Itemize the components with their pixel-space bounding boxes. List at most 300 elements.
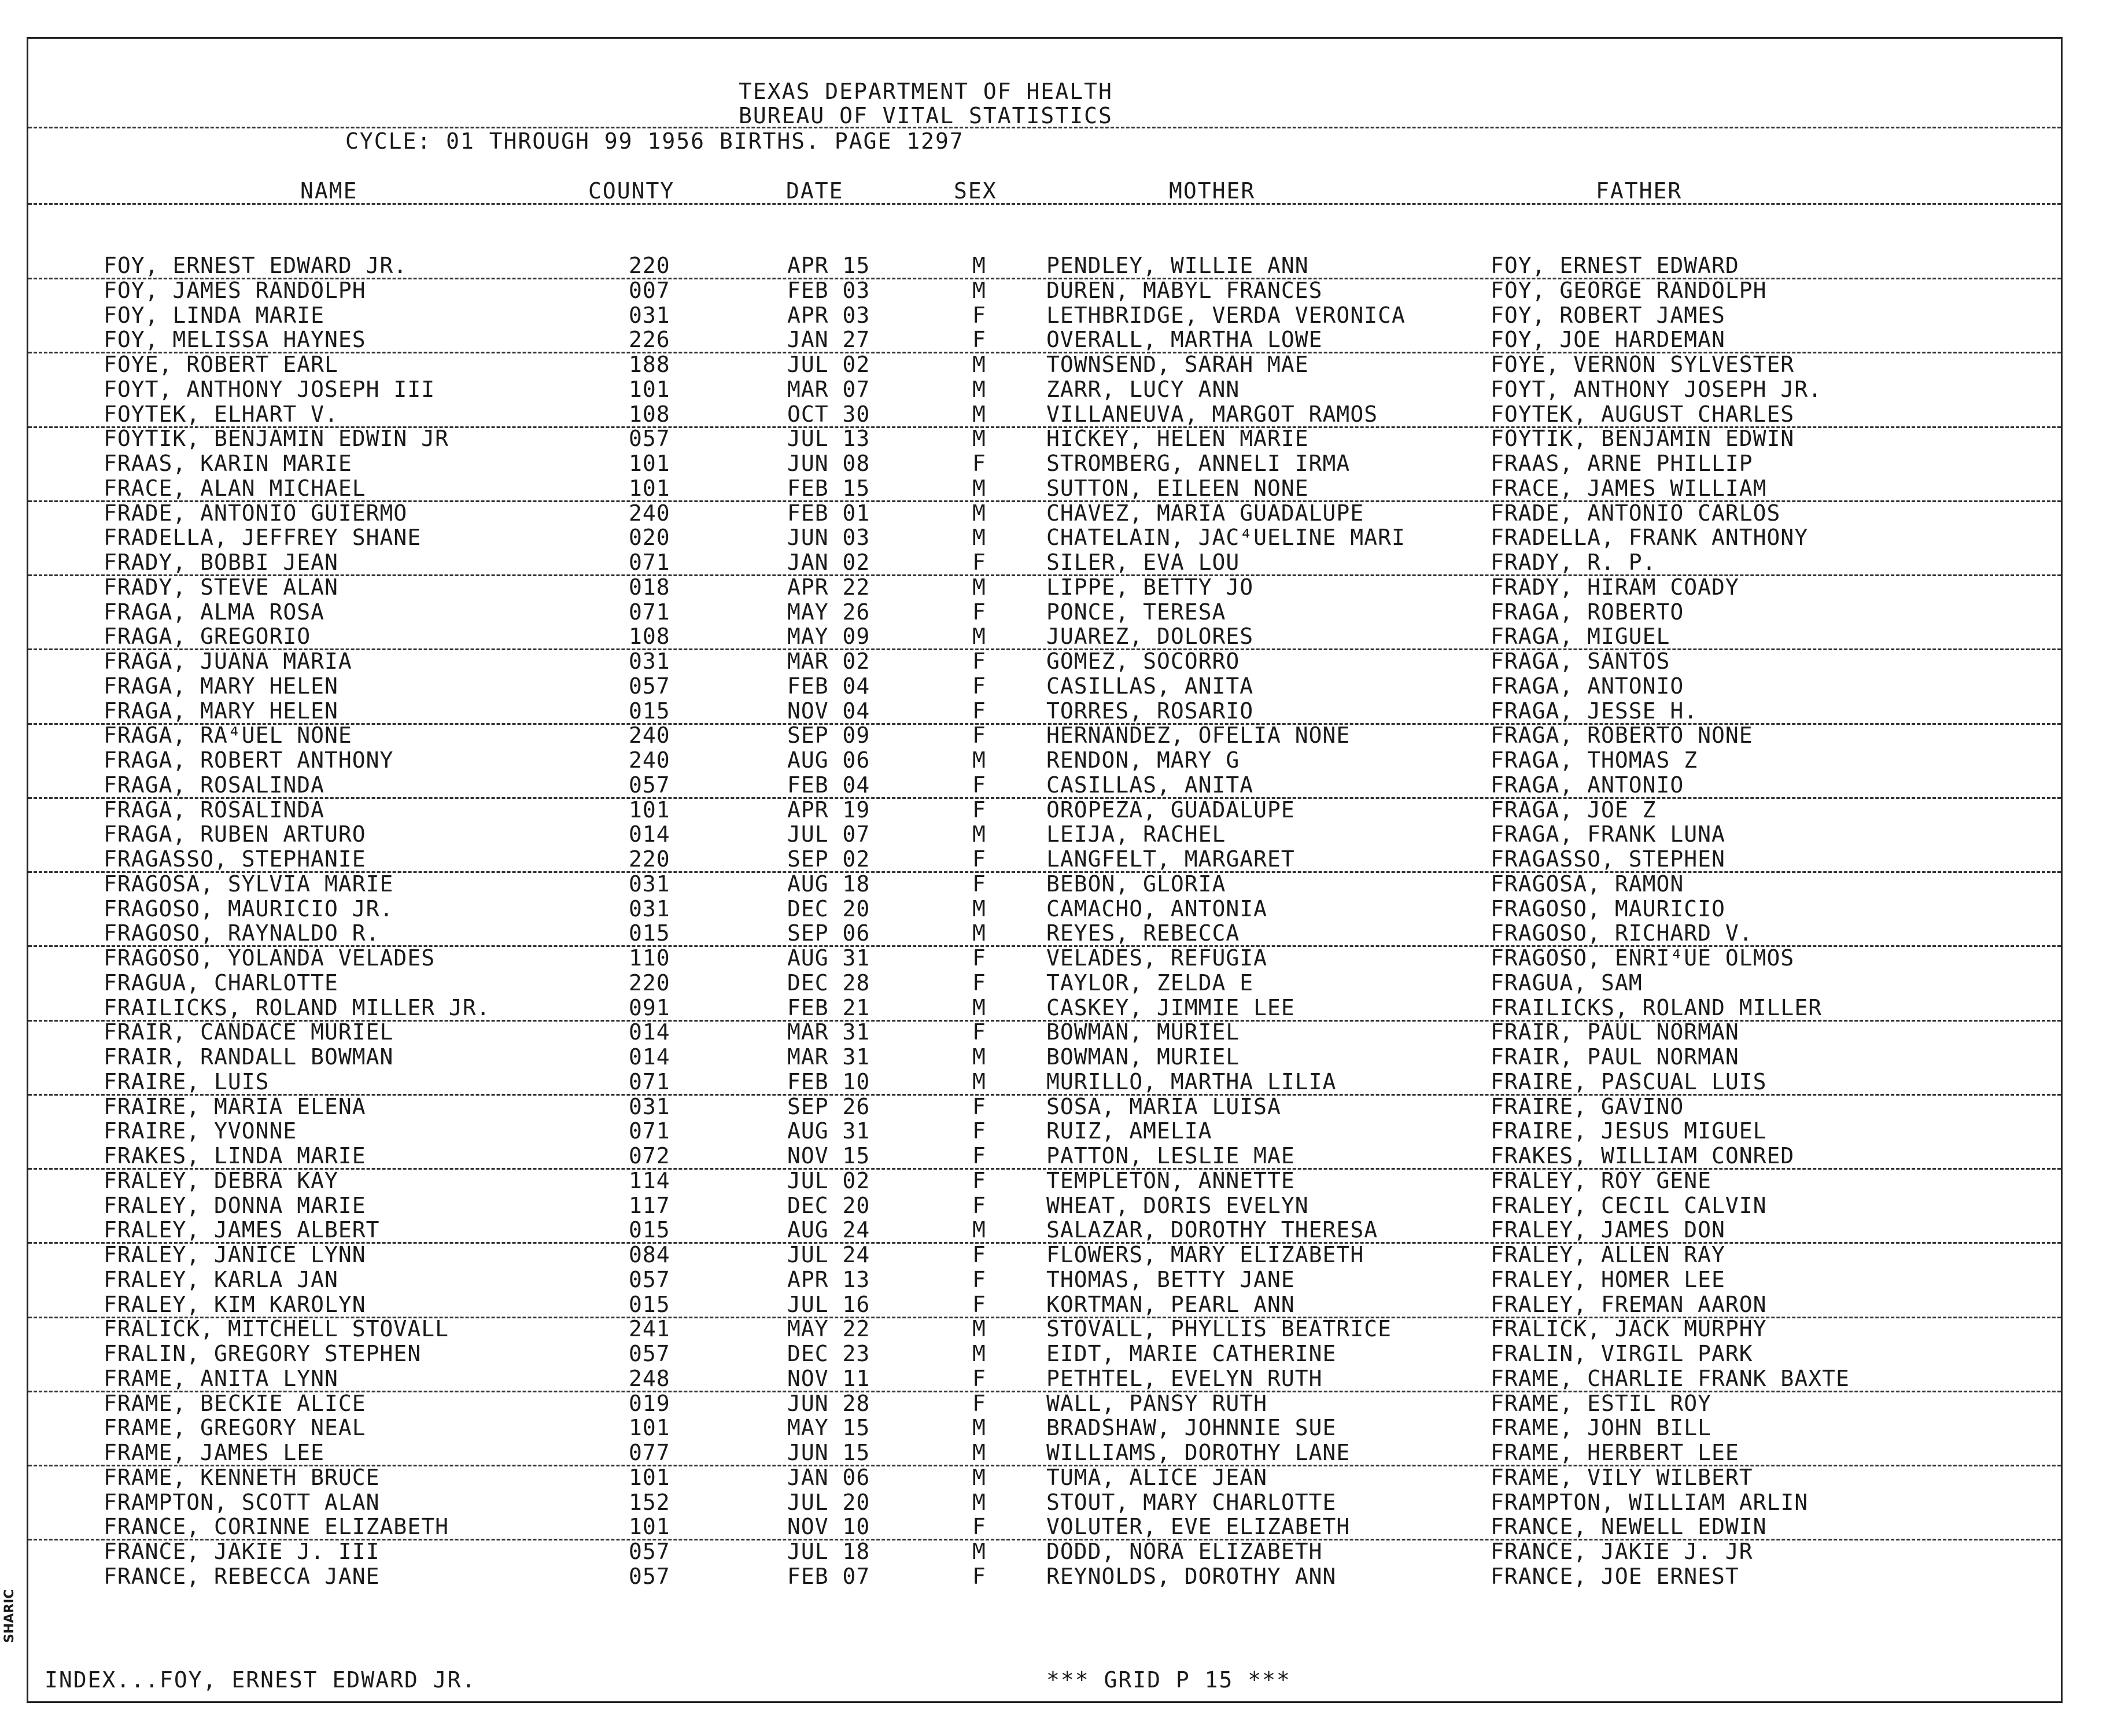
cell-mother: TOWNSEND, SARAH MAE [1046,352,1309,377]
cell-county: 077 [629,1440,670,1465]
cell-date: JUL 07 [787,821,870,847]
cell-mother: DODD, NORA ELIZABETH [1046,1539,1323,1564]
table-row [28,426,2061,451]
cell-mother: THOMAS, BETTY JANE [1046,1266,1295,1292]
cell-county: 101 [629,1464,670,1490]
table-row [28,871,2061,896]
cell-mother: PONCE, TERESA [1046,599,1226,625]
table-row [28,1019,2061,1044]
table-row [28,500,2061,525]
table-row [28,846,2061,873]
cell-county: 031 [629,871,670,897]
table-row [28,648,2061,673]
cell-date: NOV 04 [787,698,870,724]
cell-mother: JUAREZ, DOLORES [1046,624,1254,650]
table-row [28,1514,2061,1540]
cell-mother: REYES, REBECCA [1046,920,1240,946]
cell-date: DEC 23 [787,1341,870,1366]
cell-county: 240 [629,747,670,773]
cell-mother: HERNANDEZ, OFELIA NONE [1046,723,1351,749]
table-row [28,550,2061,576]
cell-sex: M [972,920,986,946]
cell-county: 018 [629,574,670,600]
cell-name: FRAGA, ROBERT ANTHONY [104,747,394,773]
index-footer: INDEX...FOY, ERNEST EDWARD JR. [45,1667,477,1693]
cell-date: MAY 26 [787,599,870,625]
table-row [28,1044,2061,1069]
cell-sex: F [972,1365,986,1391]
cell-sex: F [972,797,986,823]
cell-name: FRALIN, GREGORY STEPHEN [104,1341,422,1366]
cell-name: FRAGOSO, MAURICIO JR. [104,895,394,922]
table-row [28,1366,2061,1392]
cell-sex: M [972,895,986,922]
table-row [28,1193,2061,1218]
cell-name: FRAGOSO, YOLANDA VELADES [104,945,436,971]
cell-sex: M [972,1464,986,1490]
cell-county: 240 [629,723,670,749]
cell-mother: CAMACHO, ANTONIA [1046,895,1268,922]
cell-name: FOYE, ROBERT EARL [104,352,338,377]
cell-date: JUL 18 [787,1539,870,1564]
cell-date: FEB 04 [787,673,870,699]
table-row [28,1217,2061,1244]
cell-name: FRANCE, CORINNE ELIZABETH [104,1514,449,1540]
cell-sex: M [972,1044,986,1070]
cell-date: JAN 27 [787,327,870,353]
cell-mother: CASILLAS, ANITA [1046,673,1254,699]
cell-county: 071 [629,599,670,625]
cell-date: OCT 30 [787,401,870,427]
cell-date: APR 22 [787,574,870,600]
cell-date: AUG 18 [787,871,870,897]
table-row [28,476,2061,502]
cell-sex: M [972,277,986,303]
cell-sex: M [972,1440,986,1465]
cell-mother: WILLIAMS, DOROTHY LANE [1046,1440,1351,1465]
cell-sex: F [972,723,986,749]
cell-date: APR 19 [787,797,870,823]
cell-name: FRAIRE, MARIA ELENA [104,1093,366,1119]
cell-date: JUL 13 [787,426,870,452]
cell-county: 031 [629,895,670,922]
table-row [28,599,2061,624]
cell-sex: M [972,253,986,278]
cell-name: FRAME, ANITA LYNN [104,1365,338,1391]
cell-date: FEB 03 [787,277,870,303]
table-row [28,451,2061,476]
cell-sex: M [972,401,986,427]
cell-father: FRAGOSA, RAMON [1491,871,1684,897]
cell-sex: M [972,352,986,377]
table-row [28,945,2061,970]
cell-county: 101 [629,475,670,501]
table-row [28,278,2061,303]
cell-sex: F [972,327,986,353]
cell-father: FRAME, VILY WILBERT [1491,1464,1753,1490]
bureau-title: BUREAU OF VITAL STATISTICS [739,103,1113,128]
grid-footer: *** GRID P 15 *** [1046,1667,1291,1693]
cell-mother: TAYLOR, ZELDA E [1046,970,1254,996]
cell-father: FRADELLA, FRANK ANTHONY [1491,525,1809,551]
cell-mother: RUIZ, AMELIA [1046,1118,1212,1144]
cell-father: FOY, GEORGE RANDOLPH [1491,277,1767,303]
cell-county: 071 [629,1068,670,1094]
cell-date: NOV 11 [787,1365,870,1391]
cell-father: FRAGUA, SAM [1491,970,1643,996]
cell-date: JAN 02 [787,550,870,575]
cell-father: FRAILICKS, ROLAND MILLER [1491,994,1823,1020]
cell-father: FRACE, JAMES WILLIAM [1491,475,1767,501]
cell-name: FRALEY, KIM KAROLYN [104,1291,366,1317]
cell-sex: F [972,1143,986,1169]
cell-county: 057 [629,1341,670,1366]
cell-county: 057 [629,1266,670,1292]
cell-mother: LEIJA, RACHEL [1046,821,1226,847]
cell-sex: F [972,673,986,699]
cell-name: FOY, MELISSA HAYNES [104,327,366,353]
table-row [28,525,2061,550]
table-row [28,327,2061,353]
cell-date: NOV 15 [787,1143,870,1169]
cell-mother: RENDON, MARY G [1046,747,1240,773]
cell-father: FRALEY, CECIL CALVIN [1491,1192,1767,1218]
cell-sex: M [972,475,986,501]
cell-date: MAY 15 [787,1415,870,1441]
cell-father: FRAME, ESTIL ROY [1491,1390,1712,1416]
cell-county: 241 [629,1316,670,1342]
cell-father: FRAGOSO, MAURICIO [1491,895,1725,922]
table-row [28,377,2061,401]
cell-county: 091 [629,994,670,1020]
cell-date: MAY 09 [787,624,870,650]
table-row [28,1440,2061,1466]
table-row [28,797,2061,822]
table-row [28,723,2061,747]
cell-sex: M [972,426,986,452]
cell-name: FRAKES, LINDA MARIE [104,1143,366,1169]
cell-mother: FLOWERS, MARY ELIZABETH [1046,1242,1364,1267]
table-row [28,1242,2061,1267]
cell-sex: M [972,747,986,773]
cell-county: 072 [629,1143,670,1169]
cell-date: SEP 02 [787,846,870,872]
cell-name: FRAGA, ROSALINDA [104,772,325,798]
cell-date: FEB 15 [787,475,870,501]
cell-mother: PETHTEL, EVELYN RUTH [1046,1365,1323,1391]
cell-mother: TORRES, ROSARIO [1046,698,1254,724]
cell-county: 031 [629,1093,670,1119]
cell-date: JAN 06 [787,1464,870,1490]
cell-date: NOV 10 [787,1514,870,1540]
cell-mother: SALAZAR, DOROTHY THERESA [1046,1217,1378,1243]
cell-date: FEB 10 [787,1068,870,1094]
table-row [28,821,2061,846]
cell-county: 015 [629,1291,670,1317]
cell-sex: F [972,1118,986,1144]
table-row [28,1415,2061,1440]
cell-county: 226 [629,327,670,353]
column-header-father: FATHER [1596,178,1683,204]
table-row [28,1143,2061,1170]
cell-name: FRALEY, DEBRA KAY [104,1167,338,1193]
cell-county: 220 [629,253,670,278]
cell-name: FRAGA, GREGORIO [104,624,311,650]
cell-county: 240 [629,500,670,526]
table-row [28,698,2061,725]
cell-mother: WHEAT, DORIS EVELYN [1046,1192,1309,1218]
cell-sex: F [972,871,986,897]
cell-father: FOYTEK, AUGUST CHARLES [1491,401,1795,427]
cell-mother: LANGFELT, MARGARET [1046,846,1295,872]
cell-name: FRANCE, REBECCA JANE [104,1563,380,1589]
cell-name: FRAILICKS, ROLAND MILLER JR. [104,994,490,1020]
cell-county: 014 [629,1044,670,1070]
cell-father: FRAGA, THOMAS Z [1491,747,1698,773]
table-row [28,303,2061,327]
cell-sex: F [972,1266,986,1292]
column-header-name: NAME [300,178,358,204]
cell-mother: VELADES, REFUGIA [1046,945,1268,971]
cell-sex: F [972,1390,986,1416]
table-row [28,401,2061,428]
table-row [28,1118,2061,1143]
cell-county: 248 [629,1365,670,1391]
cell-county: 057 [629,673,670,699]
table-row [28,1539,2061,1564]
cell-name: FRADELLA, JEFFREY SHANE [104,525,422,551]
cell-name: FOYTEK, ELHART V. [104,401,338,427]
table-row [28,772,2061,799]
cell-date: APR 13 [787,1266,870,1292]
cell-father: FRAGOSO, RICHARD V. [1491,920,1753,946]
cell-sex: F [972,1563,986,1589]
cell-county: 020 [629,525,670,551]
cell-date: FEB 04 [787,772,870,798]
cell-county: 108 [629,401,670,427]
cell-name: FRAGA, JUANA MARIA [104,648,352,674]
cell-sex: F [972,1192,986,1218]
cell-sex: F [972,1242,986,1267]
cell-county: 101 [629,1514,670,1540]
cell-county: 152 [629,1489,670,1515]
cell-sex: F [972,846,986,872]
cell-sex: F [972,1514,986,1540]
cell-father: FRAGOSO, ENRI⁴UE OLMOS [1491,945,1795,971]
cell-mother: WALL, PANSY RUTH [1046,1390,1268,1416]
cell-date: SEP 26 [787,1093,870,1119]
cell-name: FRALEY, KARLA JAN [104,1266,338,1292]
cell-sex: F [972,451,986,476]
cell-father: FOY, ERNEST EDWARD [1491,253,1739,278]
cell-sex: M [972,1415,986,1441]
cell-mother: CASILLAS, ANITA [1046,772,1254,798]
cell-date: JUL 24 [787,1242,870,1267]
table-row [28,574,2061,599]
cell-father: FRAGA, ANTONIO [1491,673,1684,699]
cell-date: FEB 01 [787,500,870,526]
cell-name: FRADY, STEVE ALAN [104,574,338,600]
cell-name: FOYTIK, BENJAMIN EDWIN JR [104,426,449,452]
table-row [28,920,2061,947]
cell-county: 117 [629,1192,670,1218]
cell-father: FRANCE, JAKIE J. JR [1491,1539,1753,1564]
cell-name: FRAMPTON, SCOTT ALAN [104,1489,380,1515]
cell-date: MAY 22 [787,1316,870,1342]
table-row [28,1341,2061,1366]
cell-mother: PENDLEY, WILLIE ANN [1046,253,1309,278]
cell-father: FRALEY, HOMER LEE [1491,1266,1725,1292]
cell-county: 101 [629,451,670,476]
cell-county: 071 [629,1118,670,1144]
table-row [28,747,2061,772]
table-row [28,970,2061,995]
table-row [28,1292,2061,1318]
cell-father: FRALEY, ROY GENE [1491,1167,1712,1193]
cell-name: FRAIRE, LUIS [104,1068,270,1094]
cell-date: FEB 07 [787,1563,870,1589]
cell-sex: F [972,550,986,575]
column-header-sex: SEX [954,178,997,204]
cell-county: 014 [629,1019,670,1045]
cell-date: JUN 03 [787,525,870,551]
cell-mother: GOMEZ, SOCORRO [1046,648,1240,674]
cell-father: FRAIR, PAUL NORMAN [1491,1019,1739,1045]
column-header-date: DATE [786,178,844,204]
cell-mother: REYNOLDS, DOROTHY ANN [1046,1563,1337,1589]
column-header-mother: MOTHER [1169,178,1256,204]
cell-date: APR 15 [787,253,870,278]
cell-father: FRALEY, FREMAN AARON [1491,1291,1767,1317]
cell-county: 220 [629,970,670,996]
cell-mother: EIDT, MARIE CATHERINE [1046,1341,1337,1366]
cell-name: FOY, ERNEST EDWARD JR. [104,253,408,278]
cell-sex: M [972,1068,986,1094]
table-row [28,896,2061,921]
cell-sex: F [972,599,986,625]
cell-county: 057 [629,426,670,452]
cell-mother: STOUT, MARY CHARLOTTE [1046,1489,1337,1515]
cell-date: JUN 15 [787,1440,870,1465]
cell-father: FOYTIK, BENJAMIN EDWIN [1491,426,1795,452]
cell-name: FRAGOSA, SYLVIA MARIE [104,871,394,897]
cell-sex: F [972,1291,986,1317]
cell-father: FRALEY, JAMES DON [1491,1217,1725,1243]
cell-date: MAR 07 [787,376,870,402]
cell-father: FRAAS, ARNE PHILLIP [1491,451,1753,476]
cell-county: 108 [629,624,670,650]
cell-sex: M [972,624,986,650]
cell-sex: F [972,1093,986,1119]
cell-mother: OROPEZA, GUADALUPE [1046,797,1295,823]
cell-mother: SOSA, MARIA LUISA [1046,1093,1281,1119]
cell-name: FRAGUA, CHARLOTTE [104,970,338,996]
table-row [28,1564,2061,1588]
cell-name: FOYT, ANTHONY JOSEPH III [104,376,436,402]
cell-sex: M [972,994,986,1020]
table-row [28,352,2061,377]
cell-name: FRALICK, MITCHELL STOVALL [104,1316,449,1342]
cell-date: AUG 31 [787,945,870,971]
cell-county: 031 [629,648,670,674]
cell-name: FRAGA, RA⁴UEL NONE [104,723,352,749]
cell-county: 114 [629,1167,670,1193]
cell-father: FOY, ROBERT JAMES [1491,302,1725,328]
cell-date: JUL 20 [787,1489,870,1515]
cell-mother: STROMBERG, ANNELI IRMA [1046,451,1351,476]
cell-date: MAR 02 [787,648,870,674]
cell-name: FRAGA, ROSALINDA [104,797,325,823]
cell-name: FRAIR, CANDACE MURIEL [104,1019,394,1045]
cell-county: 057 [629,1563,670,1589]
cell-sex: F [972,970,986,996]
cell-father: FRAGA, FRANK LUNA [1491,821,1725,847]
cell-date: AUG 06 [787,747,870,773]
cell-county: 015 [629,920,670,946]
cell-father: FOY, JOE HARDEMAN [1491,327,1725,353]
cell-name: FRAGASSO, STEPHANIE [104,846,366,872]
cell-sex: M [972,376,986,402]
cell-county: 014 [629,821,670,847]
cell-date: SEP 06 [787,920,870,946]
cell-mother: SILER, EVA LOU [1046,550,1240,575]
cell-county: 019 [629,1390,670,1416]
table-row [28,995,2061,1022]
cell-name: FOY, LINDA MARIE [104,302,325,328]
cell-mother: OVERALL, MARTHA LOWE [1046,327,1323,353]
cell-name: FRAIRE, YVONNE [104,1118,297,1144]
cell-date: JUL 02 [787,352,870,377]
side-stamp: SHARIC [2,1589,17,1643]
cell-father: FRAGA, ROBERTO [1491,599,1684,625]
table-row [28,1316,2061,1341]
cell-sex: F [972,1019,986,1045]
cell-date: SEP 09 [787,723,870,749]
cell-name: FRALEY, DONNA MARIE [104,1192,366,1218]
cell-name: FRACE, ALAN MICHAEL [104,475,366,501]
table-row [28,1465,2061,1490]
cell-name: FRAAS, KARIN MARIE [104,451,352,476]
cell-mother: VILLANEUVA, MARGOT RAMOS [1046,401,1378,427]
cell-mother: CASKEY, JIMMIE LEE [1046,994,1295,1020]
cell-county: 071 [629,550,670,575]
cell-mother: CHAVEZ, MARIA GUADALUPE [1046,500,1364,526]
cell-name: FOY, JAMES RANDOLPH [104,277,366,303]
cell-sex: F [972,698,986,724]
table-row [28,624,2061,650]
cell-date: AUG 31 [787,1118,870,1144]
cell-father: FRAMPTON, WILLIAM ARLIN [1491,1489,1809,1515]
cell-father: FRAGA, ROBERTO NONE [1491,723,1753,749]
cell-name: FRADY, BOBBI JEAN [104,550,338,575]
table-row [28,1168,2061,1193]
cell-father: FRAGA, ANTONIO [1491,772,1684,798]
cell-county: 015 [629,1217,670,1243]
document-sheet [27,37,2063,1703]
cell-sex: F [972,945,986,971]
cell-county: 007 [629,277,670,303]
cell-date: JUL 02 [787,1167,870,1193]
cell-name: FRALEY, JAMES ALBERT [104,1217,380,1243]
cell-name: FRAGA, ALMA ROSA [104,599,325,625]
agency-title: TEXAS DEPARTMENT OF HEALTH [739,79,1113,104]
cell-date: JUL 16 [787,1291,870,1317]
column-header-county: COUNTY [588,178,675,204]
cell-date: JUN 28 [787,1390,870,1416]
cell-father: FRAKES, WILLIAM CONRED [1491,1143,1795,1169]
cell-name: FRAIR, RANDALL BOWMAN [104,1044,394,1070]
cell-father: FRAME, JOHN BILL [1491,1415,1712,1441]
